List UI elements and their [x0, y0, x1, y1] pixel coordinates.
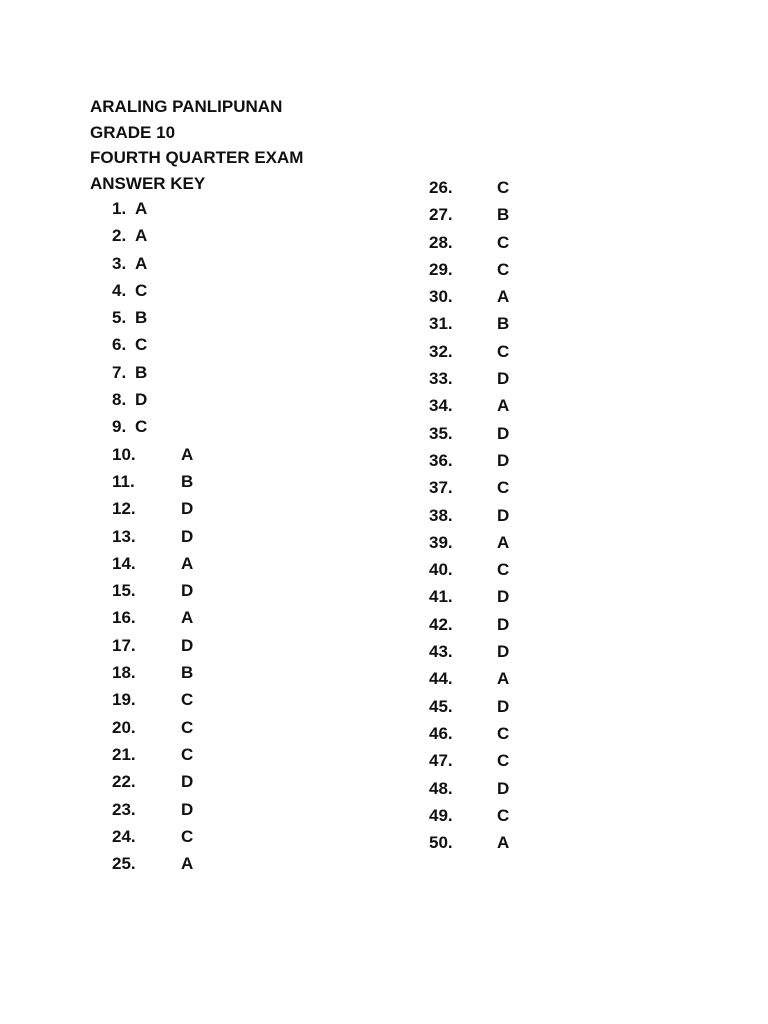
question-number: 47.: [429, 751, 453, 771]
answer-letter: D: [497, 778, 510, 798]
question-number: 46.: [429, 723, 453, 743]
answer-letter: C: [135, 335, 148, 355]
answer-key-title: ANSWER KEY: [90, 173, 206, 193]
exam-title: FOURTH QUARTER EXAM: [90, 148, 304, 167]
answer-letter: C: [497, 178, 510, 197]
answer-letter: D: [181, 499, 194, 519]
question-number: 2.: [112, 226, 127, 246]
answer-letter: D: [497, 642, 510, 662]
answer-letter: B: [181, 471, 194, 491]
question-number: 8.: [112, 390, 127, 410]
question-number: 20.: [112, 717, 136, 737]
question-number: 50.: [429, 833, 453, 853]
answer-letter: B: [135, 362, 148, 382]
answer-letter: C: [497, 341, 510, 361]
answer-letter: D: [497, 696, 510, 716]
question-number: 33.: [429, 369, 453, 389]
answer-letter: A: [181, 444, 194, 464]
question-number: 37.: [429, 478, 453, 498]
answer-letter: D: [497, 369, 510, 389]
answer-letter: D: [181, 635, 194, 655]
question-number: 35.: [429, 423, 453, 443]
question-number: 49.: [429, 805, 453, 825]
question-number: 23.: [112, 799, 136, 819]
answer-letter: D: [497, 423, 510, 443]
answer-letter: D: [181, 581, 194, 601]
answer-letter: C: [497, 478, 510, 498]
answer-letter: D: [497, 587, 510, 607]
answer-letter: A: [181, 608, 194, 628]
grade-level: GRADE 10: [90, 122, 176, 142]
answer-letter: A: [181, 854, 194, 874]
answer-letter: B: [497, 314, 510, 334]
question-number: 14.: [112, 553, 136, 573]
question-number: 10.: [112, 444, 136, 464]
answer-letter: C: [497, 232, 510, 252]
question-number: 7.: [112, 362, 127, 382]
question-number: 41.: [429, 587, 453, 607]
question-number: 3.: [112, 253, 127, 273]
question-number: 42.: [429, 614, 453, 634]
question-number: 30.: [429, 287, 453, 307]
question-number: 11.: [112, 471, 135, 491]
question-number: 16.: [112, 608, 136, 628]
answer-letter: D: [181, 526, 194, 546]
question-number: 1.: [112, 199, 127, 218]
question-number: 18.: [112, 663, 136, 683]
answer-letter: D: [497, 450, 510, 470]
question-number: 28.: [429, 232, 453, 252]
answer-letter: A: [181, 553, 194, 573]
answer-letter: B: [135, 308, 148, 328]
answer-letter: C: [181, 826, 194, 846]
question-number: 40.: [429, 560, 453, 580]
question-number: 15.: [112, 581, 136, 601]
answer-letter: D: [497, 505, 510, 525]
question-number: 43.: [429, 642, 453, 662]
answer-letter: C: [497, 560, 510, 580]
question-number: 39.: [429, 532, 453, 552]
question-number: 32.: [429, 341, 453, 361]
question-number: 26.: [429, 178, 453, 197]
question-number: 4.: [112, 280, 127, 300]
question-number: 34.: [429, 396, 453, 416]
question-number: 12.: [112, 499, 136, 519]
question-number: 6.: [112, 335, 127, 355]
answer-letter: A: [497, 833, 510, 853]
answer-letter: C: [497, 751, 510, 771]
question-number: 17.: [112, 635, 136, 655]
question-number: 13.: [112, 526, 136, 546]
answer-letter: C: [135, 417, 148, 437]
question-number: 31.: [429, 314, 453, 334]
question-number: 19.: [112, 690, 136, 710]
answer-letter: D: [181, 772, 194, 792]
answer-letter: A: [135, 253, 148, 273]
answer-letter: A: [135, 226, 148, 246]
answer-letter: C: [497, 259, 510, 279]
answer-letter: A: [497, 669, 510, 689]
answer-letter: C: [181, 690, 194, 710]
question-number: 45.: [429, 696, 453, 716]
answer-letter: A: [497, 287, 510, 307]
answer-letter: C: [135, 280, 148, 300]
document-header: [90, 94, 303, 196]
answer-letter: C: [497, 805, 510, 825]
question-number: 9.: [112, 417, 127, 437]
answer-letter: B: [181, 663, 194, 683]
answer-letter: A: [135, 199, 148, 218]
question-number: 44.: [429, 669, 453, 689]
answer-letter: D: [497, 614, 510, 634]
answer-letter: C: [181, 744, 194, 764]
question-number: 36.: [429, 450, 453, 470]
question-number: 21.: [112, 744, 136, 764]
answer-letter: A: [497, 396, 510, 416]
question-number: 48.: [429, 778, 453, 798]
question-number: 24.: [112, 826, 136, 846]
question-number: 5.: [112, 308, 127, 328]
answer-letter: D: [135, 390, 148, 410]
question-number: 27.: [429, 205, 453, 225]
question-number: 29.: [429, 259, 453, 279]
question-number: 38.: [429, 505, 453, 525]
answer-letter: B: [497, 205, 510, 225]
question-number: 22.: [112, 772, 136, 792]
question-number: 25.: [112, 854, 136, 874]
answer-letter: C: [181, 717, 194, 737]
subject-title: ARALING PANLIPUNAN: [90, 97, 283, 116]
answer-letter: C: [497, 723, 510, 743]
answer-letter: D: [181, 799, 194, 819]
answer-letter: A: [497, 532, 510, 552]
